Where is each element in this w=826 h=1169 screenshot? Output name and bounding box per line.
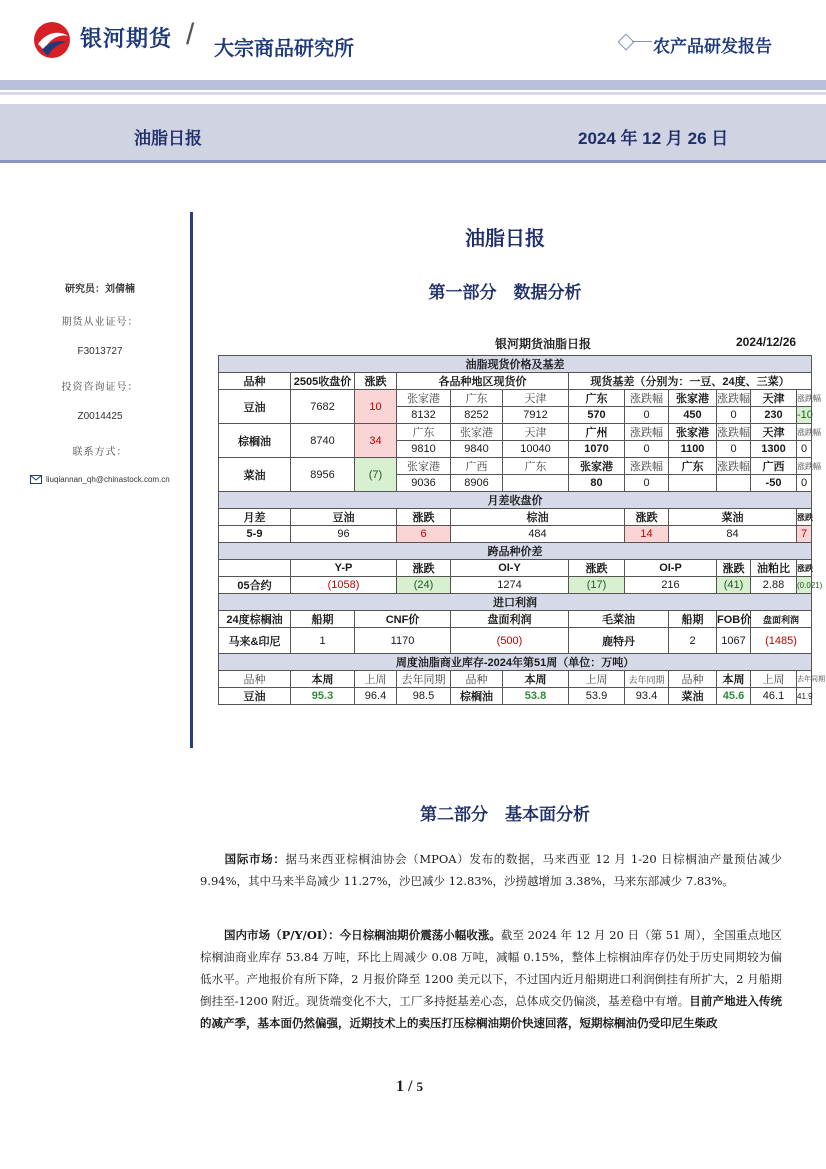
column-header: 涨跌: [397, 560, 451, 577]
table-row: [219, 577, 812, 594]
basis-value: -10: [797, 407, 812, 424]
column-header: 上周: [355, 671, 397, 688]
basis-header: 张家港: [569, 458, 625, 475]
contract-label: 05合约: [219, 577, 291, 594]
column-header: 去年同期: [625, 671, 669, 688]
basis-value: 80: [569, 475, 625, 492]
close-price: 8956: [291, 458, 355, 492]
table-header-row: [219, 560, 812, 577]
import-origin: 鹿特丹: [569, 628, 669, 654]
stock-last-year: 41.9: [797, 688, 812, 705]
spread-change: 7: [797, 526, 812, 543]
spot-price: 9840: [451, 441, 503, 458]
column-header: 各品种地区现货价: [397, 373, 569, 390]
stock-commodity: 豆油: [219, 688, 291, 705]
contact-label: 联系方式：: [72, 447, 128, 458]
section-title-spot: 油脂现货价格及基差: [219, 356, 812, 373]
table-row: [219, 424, 812, 441]
basis-value: 0: [797, 475, 812, 492]
region-name: 广东: [451, 390, 503, 407]
column-header: 涨跌: [355, 373, 397, 390]
divider-slash: /: [186, 18, 195, 51]
section-title-cross: 跨品种价差: [219, 543, 812, 560]
close-price: 8740: [291, 424, 355, 458]
column-header: 毛菜油: [569, 611, 669, 628]
basis-value: 0: [625, 441, 669, 458]
import-profit: (1485): [751, 628, 812, 654]
email-link[interactable]: liuqiannan_qh@chinastock.com.cn: [46, 475, 170, 484]
stock-commodity: 菜油: [669, 688, 717, 705]
basis-header: 广州: [569, 424, 625, 441]
column-header: 去年同期: [797, 671, 812, 688]
column-header: 涨跌: [717, 560, 751, 577]
basis-value: 0: [717, 441, 751, 458]
region-name: 张家港: [451, 424, 503, 441]
column-header: 船期: [291, 611, 355, 628]
table-title: 银河期货油脂日报: [495, 337, 592, 351]
table-row: [219, 628, 812, 654]
section-heading-part1: 第一部分 数据分析: [428, 283, 582, 302]
brand-name: 银河期货: [80, 26, 173, 51]
analyst-name: 研究员：刘倩楠: [65, 284, 135, 295]
galaxy-logo-icon: [32, 20, 72, 60]
import-origin: 马来&印尼: [219, 628, 291, 654]
document-title: 油脂日报: [465, 228, 545, 250]
price-change: 10: [355, 390, 397, 424]
column-header: 本周: [503, 671, 569, 688]
basis-header: 天津: [751, 390, 797, 407]
column-header: 涨跌: [569, 560, 625, 577]
page-total: 5: [416, 1079, 423, 1094]
column-header: 去年同期: [397, 671, 451, 688]
spot-price: 7912: [503, 407, 569, 424]
column-header: Y-P: [291, 560, 397, 577]
advisory-license-label: 投资咨询证号：: [61, 382, 139, 393]
section-title-stock: 周度油脂商业库存-2024年第51周（单位：万吨）: [219, 654, 812, 671]
column-header: 豆油: [291, 509, 397, 526]
cross-change: (41): [717, 577, 751, 594]
stock-this-week: 45.6: [717, 688, 751, 705]
basis-header: 广东: [669, 458, 717, 475]
table-row: [219, 526, 812, 543]
cross-value: 216: [625, 577, 717, 594]
spot-price: 8132: [397, 407, 451, 424]
column-header: FOB价: [717, 611, 751, 628]
cross-change: (24): [397, 577, 451, 594]
price-change: (7): [355, 458, 397, 492]
advisory-license-number: Z0014425: [77, 411, 123, 422]
table-header-row: [219, 373, 812, 390]
cross-change: (0.021): [797, 577, 812, 594]
stock-last-week: 96.4: [355, 688, 397, 705]
column-header: 本周: [717, 671, 751, 688]
banner-rule: [0, 160, 826, 163]
table-row: [219, 688, 812, 705]
section-header-row: [219, 543, 812, 560]
column-header: 月差: [219, 509, 291, 526]
region-name: 天津: [503, 424, 569, 441]
spread-value: 96: [291, 526, 397, 543]
commodity-name: 棕榈油: [219, 424, 291, 458]
header-stripe-thin: [0, 92, 826, 95]
region-name: 广东: [397, 424, 451, 441]
basis-header: 涨跌幅: [797, 458, 812, 475]
shipment-month: 1: [291, 628, 355, 654]
column-header: 24度棕榈油: [219, 611, 291, 628]
basis-value: 0: [625, 475, 669, 492]
cross-value: 1274: [451, 577, 569, 594]
column-header: 涨跌: [625, 509, 669, 526]
basis-header: 张家港: [669, 424, 717, 441]
basis-header: 广东: [569, 390, 625, 407]
column-header: 现货基差（分别为：一豆、24度、三菜）: [569, 373, 812, 390]
spot-price: 10040: [503, 441, 569, 458]
blank-cell: [219, 560, 291, 577]
basis-header: 涨跌幅: [797, 424, 812, 441]
banner-title: 油脂日报: [134, 129, 202, 148]
close-price: 7682: [291, 390, 355, 424]
column-header: 菜油: [669, 509, 797, 526]
commodity-name: 豆油: [219, 390, 291, 424]
import-profit: (500): [451, 628, 569, 654]
column-header: 2505收盘价: [291, 373, 355, 390]
license-number: F3013727: [77, 346, 123, 357]
section-title-import: 进口利润: [219, 594, 812, 611]
region-name: 广东: [503, 458, 569, 475]
basis-value: 0: [797, 441, 812, 458]
cross-value: 2.88: [751, 577, 797, 594]
region-name: 张家港: [397, 458, 451, 475]
stock-last-week: 46.1: [751, 688, 797, 705]
cross-change: (17): [569, 577, 625, 594]
region-name: 张家港: [397, 390, 451, 407]
table-header-row: [219, 671, 812, 688]
spot-price: 9810: [397, 441, 451, 458]
basis-value: 1100: [669, 441, 717, 458]
table-header-row: [219, 509, 812, 526]
paragraph-domestic: [200, 924, 782, 1034]
spread-value: 84: [669, 526, 797, 543]
column-header: OI-P: [625, 560, 717, 577]
basis-header: 涨跌幅: [625, 390, 669, 407]
paragraph-text: 据马来西亚棕榈油协会（MPOA）发布的数据，马来西亚 12 月 1-20 日棕榈油产量预估减少 9.94%，其中马来半岛减少 11.27%，沙巴减少 12.83%，沙捞越增加 3.38%，马来东部减少 7.83%。: [200, 852, 782, 888]
basis-value: [717, 475, 751, 492]
header-rule: [632, 41, 652, 42]
column-header: 品种: [219, 373, 291, 390]
spread-change: 6: [397, 526, 451, 543]
table-date: 2024/12/26: [736, 335, 797, 349]
basis-header: 涨跌幅: [717, 424, 751, 441]
column-header: 上周: [751, 671, 797, 688]
paragraph-label: 国际市场：: [224, 852, 286, 866]
section-header-row: [219, 654, 812, 671]
spread-change: 14: [625, 526, 669, 543]
section-header-row: [219, 356, 812, 373]
section-header-row: [219, 492, 812, 509]
cnf-price: 1170: [355, 628, 451, 654]
page-current: 1: [396, 1078, 404, 1095]
basis-value: 450: [669, 407, 717, 424]
institute-name: 大宗商品研究所: [214, 38, 354, 60]
basis-header: 张家港: [669, 390, 717, 407]
paragraph-international: [200, 848, 782, 892]
basis-header: 天津: [751, 424, 797, 441]
basis-value: [669, 475, 717, 492]
page-number: 1 / 5: [396, 1078, 423, 1095]
column-header: 船期: [669, 611, 717, 628]
fob-price: 1067: [717, 628, 751, 654]
stock-commodity: 棕榈油: [451, 688, 503, 705]
basis-value: 570: [569, 407, 625, 424]
sidebar-rule: [190, 212, 193, 748]
section-title-spread: 月差收盘价: [219, 492, 812, 509]
basis-header: 广西: [751, 458, 797, 475]
table-header-row: [219, 611, 812, 628]
column-header: 油粕比: [751, 560, 797, 577]
price-change: 34: [355, 424, 397, 458]
basis-value: 1070: [569, 441, 625, 458]
table-row: [219, 390, 812, 407]
basis-value: 0: [625, 407, 669, 424]
column-header: 品种: [451, 671, 503, 688]
column-header: OI-Y: [451, 560, 569, 577]
spot-price: [503, 475, 569, 492]
shipment-month: 2: [669, 628, 717, 654]
column-header: CNF价: [355, 611, 451, 628]
column-header: 盘面利润: [451, 611, 569, 628]
column-header: 涨跌: [797, 509, 812, 526]
column-header: 棕油: [451, 509, 625, 526]
basis-header: 涨跌幅: [797, 390, 812, 407]
stock-this-week: 95.3: [291, 688, 355, 705]
spot-price: 8252: [451, 407, 503, 424]
basis-value: 0: [717, 407, 751, 424]
region-name: 天津: [503, 390, 569, 407]
stock-last-year: 93.4: [625, 688, 669, 705]
basis-header: 涨跌幅: [625, 424, 669, 441]
license-label: 期货从业证号：: [61, 317, 139, 328]
column-header: 品种: [669, 671, 717, 688]
column-header: 本周: [291, 671, 355, 688]
column-header: 盘面利润: [751, 611, 812, 628]
section-header-row: [219, 594, 812, 611]
cross-value: (1058): [291, 577, 397, 594]
paragraph-emphasis: 目前产地进入传统的减产季，基本面仍然偏强，近期技术上的卖压打压棕榈油期价快速回落，短期棕榈油仍受印尼生柴政: [200, 994, 782, 1030]
spread-label: 5-9: [219, 526, 291, 543]
basis-header: 涨跌幅: [717, 458, 751, 475]
basis-header: 涨跌幅: [625, 458, 669, 475]
spot-price: 8906: [451, 475, 503, 492]
table-row: [219, 458, 812, 475]
spot-price: 9036: [397, 475, 451, 492]
basis-value: 1300: [751, 441, 797, 458]
stock-this-week: 53.8: [503, 688, 569, 705]
spread-value: 484: [451, 526, 625, 543]
report-type: 农产品研发报告: [653, 37, 772, 56]
basis-value: -50: [751, 475, 797, 492]
header-stripe: [0, 80, 826, 90]
stock-last-year: 98.5: [397, 688, 451, 705]
column-header: 涨跌: [397, 509, 451, 526]
region-name: 广西: [451, 458, 503, 475]
mail-icon: [30, 475, 42, 484]
basis-value: 230: [751, 407, 797, 424]
banner-date: 2024 年 12 月 26 日: [578, 129, 729, 148]
basis-header: 涨跌幅: [717, 390, 751, 407]
column-header: 涨跌: [797, 560, 812, 577]
column-header: 品种: [219, 671, 291, 688]
stock-last-week: 53.9: [569, 688, 625, 705]
paragraph-text: 截至 2024 年 12 月 20 日（第 51 周），全国重点地区棕榈油商业库存 53.84 万吨，环比上周减少 0.08 万吨，减幅 0.15%，整体上棕榈油库存仍处于历史同期较为偏低水平。产地报价有所下降，2 月报价降至 1200 美元以下，不过国内近月船期进口利润倒挂有所扩大，2 月船期倒挂至-1200 附近。现货端变化不大，工厂多持挺基差心态，总体成交仍偏淡，基差稳中有增。: [200, 928, 782, 1008]
section-heading-part2: 第二部分 基本面分析: [420, 805, 590, 824]
paragraph-label: 国内市场（P/Y/OI）：今日棕榈油期价震荡小幅收涨。: [224, 928, 501, 942]
column-header: 上周: [569, 671, 625, 688]
oils-data-table: [218, 355, 825, 705]
commodity-name: 菜油: [219, 458, 291, 492]
